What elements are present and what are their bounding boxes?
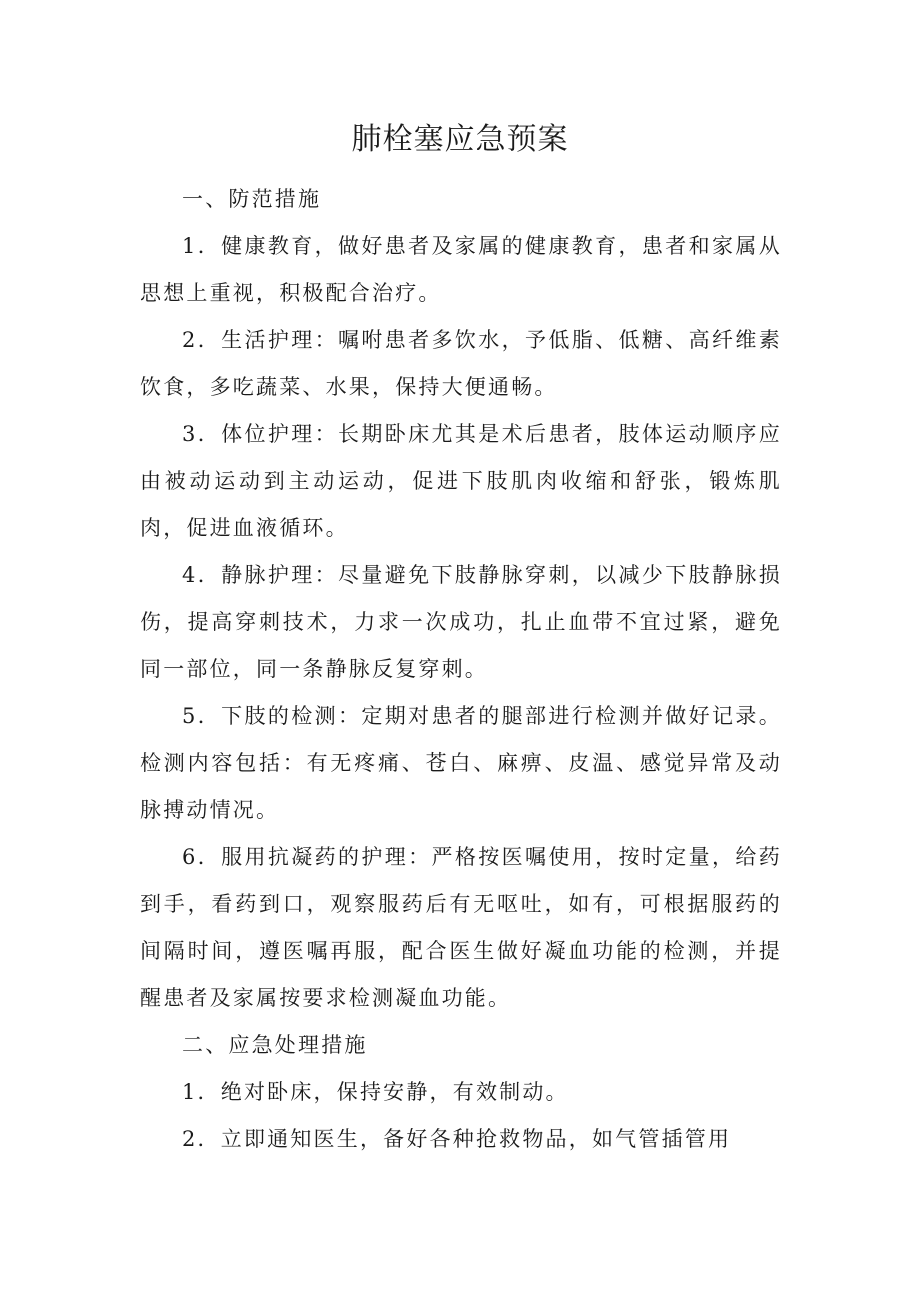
section-heading-emergency: 二、应急处理措施 [182,1033,368,1057]
paragraph-bed-rest: 1．绝对卧床，保持安静，有效制动。 [182,1080,569,1104]
document-body [140,176,782,1163]
paragraph-position-care: 3．体位护理：长期卧床尤其是术后患者，肢体运动顺序应由被动运动到主动运动，促进下肢肌肉收缩和舒张，锻炼肌肉，促进血液循环。 [140,422,782,540]
paragraph-health-education: 1．健康教育，做好患者及家属的健康教育，患者和家属从思想上重视，积极配合治疗。 [140,234,782,305]
section-heading-prevention: 一、防范措施 [182,187,322,211]
paragraph-anticoagulant-care: 6．服用抗凝药的护理：严格按医嘱使用，按时定量，给药到手，看药到口，观察服药后有无呕吐，如有，可根据服药的间隔时间，遵医嘱再服，配合医生做好凝血功能的检测，并提醒患者及家属按要求检测凝血功能。 [140,845,782,1010]
paragraph-limb-monitoring: 5．下肢的检测：定期对患者的腿部进行检测并做好记录。检测内容包括：有无疼痛、苍白、麻痹、皮温、感觉异常及动脉搏动情况。 [140,704,782,822]
document-title: 肺栓塞应急预案 [351,122,569,157]
paragraph-notify-doctor: 2．立即通知医生，备好各种抢救物品，如气管插管用 [182,1127,732,1151]
paragraph-vein-care: 4．静脉护理：尽量避免下肢静脉穿刺，以减少下肢静脉损伤，提高穿刺技术，力求一次成功，扎止血带不宜过紧，避免同一部位，同一条静脉反复穿刺。 [140,563,782,681]
paragraph-life-care: 2．生活护理：嘱咐患者多饮水，予低脂、低糖、高纤维素饮食，多吃蔬菜、水果，保持大便通畅。 [140,328,782,399]
